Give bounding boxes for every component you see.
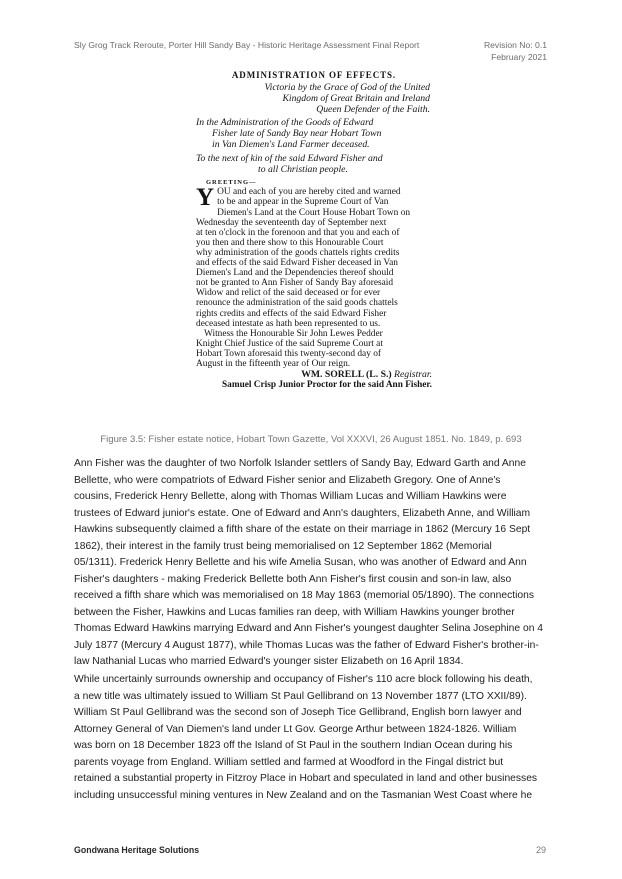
text-line: retained a substantial property in Fitzroy Place in Hobart and speculated in land and other businesses [74,773,538,784]
invocation-line: Victoria by the Grace of God of the United [264,82,430,93]
clipping-body [196,184,432,369]
text-line: William St Paul Gellibrand was the second son of Joseph Tice Gellibrand, English born lawyer and [74,707,522,718]
admin-line: Fisher late of Sandy Bay near Hobart Town [212,128,382,140]
paragraph-1 [74,456,554,671]
text-line: was born on 18 December 1823 off the Island of St Paul in the southern Indian Ocean during his [74,740,513,751]
body-line: OU and each of you are hereby cited and warned [217,187,401,198]
body-line: at ten o'clock in the forenoon and that you and each of [196,227,400,238]
kin-line: to all Christian people. [258,163,348,175]
signature-role: Registrar. [394,369,432,381]
text-line: Bellette, who were compatriots of Edward Fisher senior and Elizabeth Gregory. One of Anne's [74,474,501,486]
text-line: between the Fisher, Hawkins and Lucas families ran deep, with William Hawkins younger brother [74,606,515,618]
body-line: Widow and relict of the said deceased or for ever [196,288,381,299]
body-line: why administration of the goods chattels rights credits [196,247,400,258]
text-line: a new title was ultimately issued to William St Paul Gellibrand on 13 November 1877 (LTO XXII/89). [74,690,527,702]
header-report-title: Sly Grog Track Reroute, Porter Hill Sandy Bay - Historic Heritage Assessment Final Report [74,40,420,50]
witness-line: Hobart Town aforesaid this twenty-second day of [196,348,382,359]
text-line: parents voyage from England. William settled and farmed at Woodford in the Fingal district but [74,756,504,768]
witness-line: August in the fifteenth year of Our reign. [196,358,351,369]
invocation-line: Queen Defender of the Faith. [316,103,430,115]
body-line: renounce the administration of the said goods chattels [196,298,398,309]
text-line: Attorney General of Van Diemen's land under Lt Gov. George Arthur between 1824-1826. William [74,723,517,735]
header-date: February 2021 [491,51,547,62]
text-line: including unsuccessful mining ventures in New Zealand and on the Tasmanian West Coast where he [74,789,533,801]
witness-line: Witness the Honourable Sir John Lewes Pedder [204,328,383,339]
body-line: Diemen's Land at the Court House Hobart Town on [217,207,411,218]
witness-line: Knight Chief Justice of the said Supreme Court at [196,338,383,349]
gazette-clipping [196,68,432,426]
page-number: 29 [535,845,546,855]
clipping-admin [196,118,432,150]
body-line: you then and there show to this Honourable Court [196,237,384,248]
text-line: Fisher's daughters - making Frederick Bellette both Ann Fisher's first cousin and son-in law, also [74,573,512,585]
header-revision-block [484,40,547,63]
text-line: July 1877 (Mercury 4 August 1877), while Thomas Lucas was the father of Edward Fisher's brother-in- [74,639,539,651]
clipping-signature [196,369,432,380]
text-line: Ann Fisher was the daughter of two Norfolk Islander settlers of Sandy Bay, Edward Garth and Anne [74,458,526,469]
signature-name: WM. SORELL (L. S.) [301,369,392,381]
header-revision: Revision No: 0.1 [483,40,547,50]
paragraph-2 [74,672,554,804]
admin-line: In the Administration of the Goods of Edward [196,117,374,129]
clipping-greeting: GREETING— [206,179,257,187]
text-line: trustees of Edward junior's estate. One of Edward and Ann's daughters, Elizabeth Anne, and William [74,507,531,519]
footer-company: Gondwana Heritage Solutions [74,845,200,855]
text-line: 1862), their interest in the family trust being memorialised on 12 September 1862 (Memorial [74,540,492,552]
drop-cap: Y [196,184,215,212]
body-line: Wednesday the seventeenth day of September next [196,217,387,228]
text-line: Thomas Edward Hawkins marrying Edward and Ann Fisher's youngest daughter Selina Josephine on 4 [74,623,544,634]
body-line: rights credits and effects of the said Edward Fisher [196,308,387,319]
figure-caption: Figure 3.5: Fisher estate notice, Hobart Town Gazette, Vol XXXVI, 26 August 1851. No. 1849, p. 693 [100,434,522,445]
body-line: and effects of the said Edward Fisher deceased in Van [196,258,398,269]
text-line: Hawkins subsequently claimed a fifth share of the estate on their marriage in 1862 (Mercury 16 Sept [74,524,531,535]
text-line: 05/1311). Frederick Henry Bellette and his wife Amelia Susan, who was another of Edward and Ann [74,557,527,568]
kin-line: To the next of kin of the said Edward Fisher and [196,152,383,164]
body-line: deceased intestate as hath been represented to us. [196,318,381,329]
body-line: not be granted to Ann Fisher of Sandy Bay aforesaid [196,278,394,289]
text-line: law Nathanial Lucas who married Edward's younger sister Elizabeth on 16 April 1834. [74,656,464,667]
invocation-line: Kingdom of Great Britain and Ireland [282,92,430,104]
clipping-proctor: Samuel Crisp Junior Proctor for the said Ann Fisher. [222,380,432,391]
text-line: While uncertainly surrounds ownership and occupancy of Fisher's 110 acre block following his death, [74,674,533,685]
clipping-invocation [196,83,432,115]
clipping-kin [196,154,432,176]
text-line: received a fifth share which was memorialised on 18 May 1863 (memorial 05/1890). The connections [74,590,534,601]
admin-line: in Van Diemen's Land Farmer deceased. [212,138,370,150]
body-line: to be and appear in the Supreme Court of Van [217,197,389,208]
body-line: Diemen's Land and the Dependencies thereof should [196,268,394,279]
clipping-heading: ADMINISTRATION OF EFFECTS. [231,70,397,80]
text-line: cousins, Frederick Henry Bellette, along with Thomas William Lucas and William Hawkins were [74,491,507,502]
